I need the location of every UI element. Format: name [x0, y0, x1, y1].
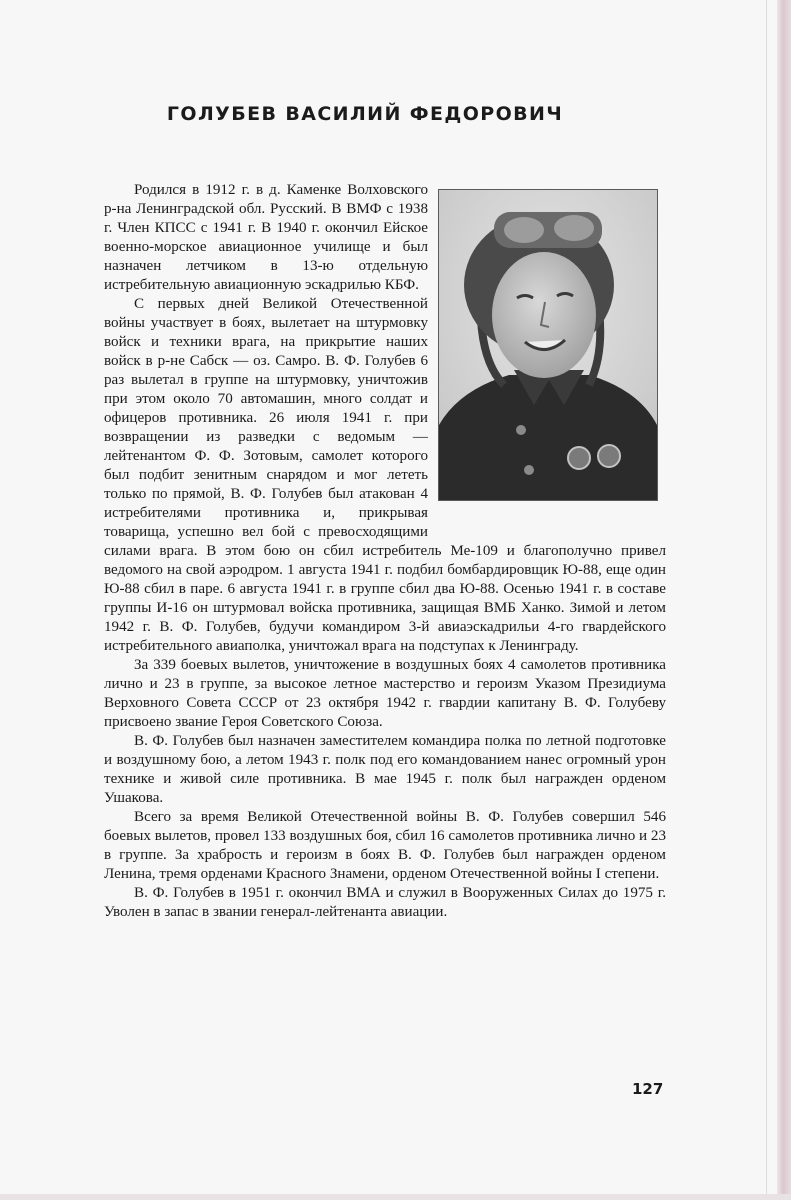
page-number: 127 — [632, 1080, 664, 1098]
paragraph-hero-award: За 339 боевых вылетов, уничтожение в воздушных боях 4 самолетов противника лично и 23 в группе, за высокое летное мастерство и героизм Указом Президиума Верховного Совета СССР от 23 октября 1942 г. гвардии капитану В. Ф. Голубеву присвоено звание Героя Советского Союза. — [104, 657, 666, 730]
page-fold-line — [766, 0, 767, 1200]
paragraph-deputy-commander: В. Ф. Голубев был назначен заместителем командира полка по летной подготовке и воздушному бою, а летом 1943 г. полк под его командованием нанес огромный урон технике и живой силе противника. В мае 1945 г. полк был награжден орденом Ушакова. — [104, 733, 666, 806]
portrait-spacer — [428, 181, 666, 524]
paragraph-birth: Родился в 1912 г. в д. Каменке Волховского р-на Ленинградской обл. Русский. В ВМФ с 1938 г. Член КПСС с 1941 г. В 1940 г. окончил Ейское военно-морское авиационное училище и был назначен летчиком в 13-ю отдельную истребительную авиационную эскадрилью КБФ. — [104, 182, 428, 293]
page-bottom-edge — [0, 1194, 791, 1200]
page-edge — [777, 0, 791, 1200]
biography-text — [104, 181, 666, 922]
paragraph-war-totals: Всего за время Великой Отечественной войны В. Ф. Голубев совершил 546 боевых вылетов, провел 133 воздушных боя, сбил 16 самолетов противника лично и 23 в группе. За храбрость и героизм в боях В. Ф. Голубев был награжден орденом Ленина, тремя орденами Красного Знамени, орденом Отечественной войны I степени. — [104, 809, 666, 882]
paragraph-post-war: В. Ф. Голубев в 1951 г. окончил ВМА и служил в Вооруженных Силах до 1975 г. Уволен в запас в звании генерал-лейтенанта авиации. — [104, 885, 666, 920]
page-title: ГОЛУБЕВ ВАСИЛИЙ ФЕДОРОВИЧ — [166, 103, 564, 125]
paragraph-war-service: С первых дней Великой Отечественной войны участвует в боях, вылетает на штурмовку войск и техники врага, на прикрытие наших войск в р-не Сабск — оз. Самро. В. Ф. Голубев 6 раз вылетал в группе на штурмовку, уничтожив при этом около 70 автомашин, много солдат и офицеров противника. 26 июля 1941 г. при возвращении из разведки с ведомым — лейтенантом Ф. Ф. Зотовым, самолет которого был подбит зенитным снарядом и мог лететь только по прямой, В. Ф. Голубев был атакован 4 истребителями противника и, прикрывая товарища, успешно вел бой с превосходящими силами врага. В этом бою он сбил истребитель Ме-109 и благополучно привел ведомого на свой аэродром. 1 августа 1941 г. подбил бомбардировщик Ю-88, еще один Ю-88 сбил в паре. 6 августа 1941 г. в группе сбил два Ю-88. Осенью 1941 г. в составе группы И-16 он штурмовал войска противника, защищая ВМБ Ханко. Зимой и летом 1942 г. В. Ф. Голубев, будучи командиром 3-й авиаэскадрильи 4-го гвардейского истребительного авиаполка, уничтожал врага на подступах к Ленинграду. — [104, 296, 666, 654]
